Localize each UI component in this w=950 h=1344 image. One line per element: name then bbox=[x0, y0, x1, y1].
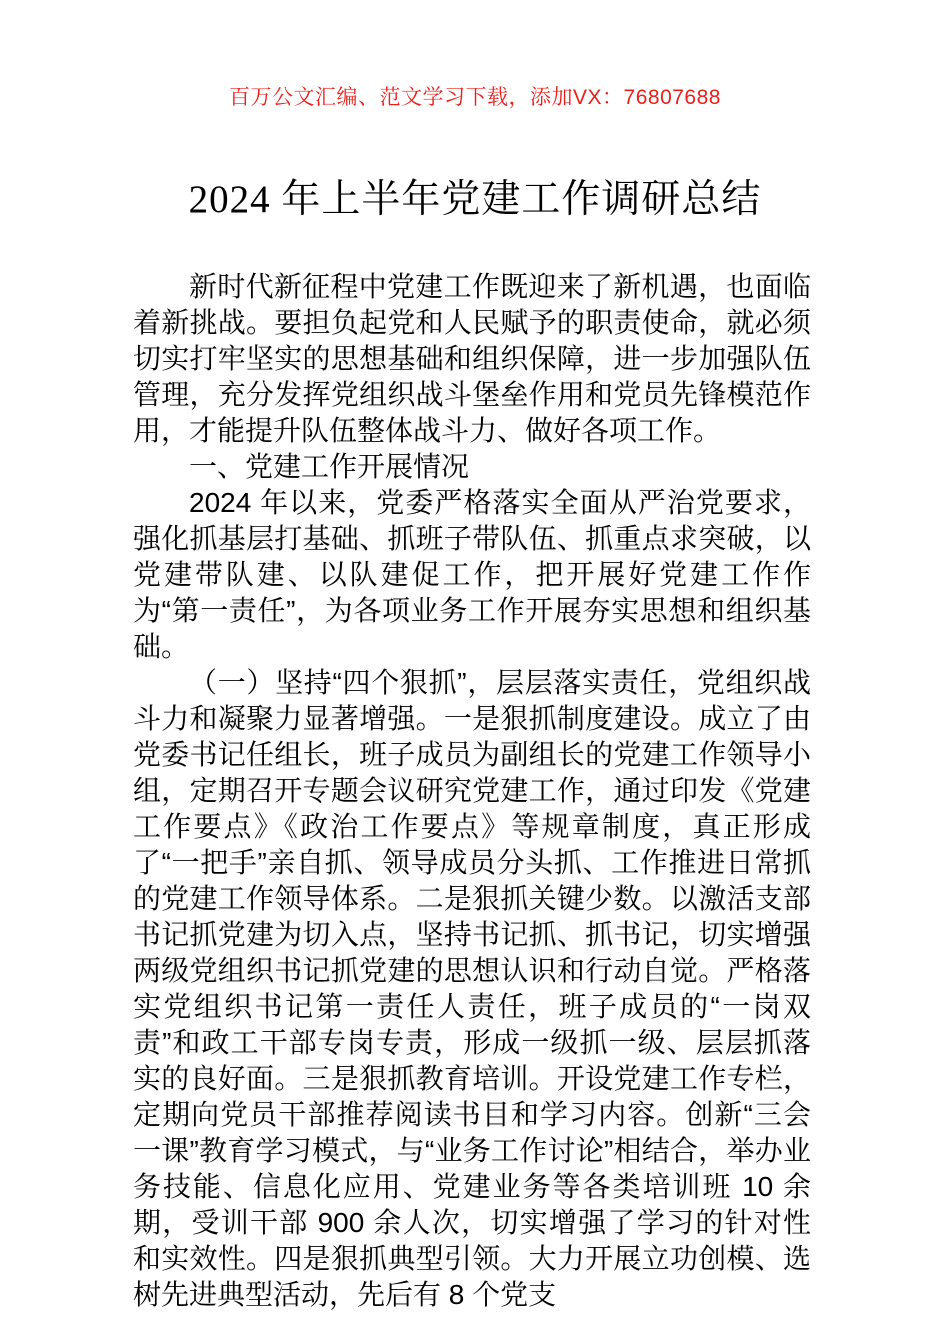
body-paragraph: 新时代新征程中党建工作既迎来了新机遇，也面临着新挑战。要担负起党和人民赋予的职责使命，就必须切实打牢坚实的思想基础和组织保障，进一步加强队伍管理，充分发挥党组织战斗堡垒作用和党员先锋模范作用，才能提升队伍整体战斗力、做好各项工作。 bbox=[133, 271, 811, 446]
body-paragraph: 2024 年以来，党委严格落实全面从严治党要求，强化抓基层打基础、抓班子带队伍、抓重点求突破，以党建带队建、以队建促工作，把开展好党建工作作为“第一责任”，为各项业务工作开展夯实思想和组织基础。 bbox=[133, 487, 811, 662]
document-body bbox=[133, 269, 811, 1313]
section-heading: 一、党建工作开展情况 bbox=[189, 451, 470, 482]
document-title: 2024 年上半年党建工作调研总结 bbox=[188, 178, 762, 221]
promo-banner: 百万公文汇编、范文学习下载，添加VX：76807688 bbox=[229, 86, 721, 109]
body-paragraph: （一）坚持“四个狠抓”，层层落实责任，党组织战斗力和凝聚力显著增强。一是狠抓制度建设。成立了由党委书记任组长，班子成员为副组长的党建工作领导小组，定期召开专题会议研究党建工作，通过印发《党建工作要点》《政治工作要点》等规章制度，真正形成了“一把手”亲自抓、领导成员分头抓、工作推进日常抓的党建工作领导体系。二是狠抓关键少数。以激活支部书记抓党建为切入点，坚持书记抓、抓书记，切实增强两级党组织书记抓党建的思想认识和行动自觉。严格落实党组织书记第一责任人责任，班子成员的“一岗双责”和政工干部专岗专责，形成一级抓一级、层层抓落实的良好面。三是狠抓教育培训。开设党建工作专栏，定期向党员干部推荐阅读书目和学习内容。创新“三会一课”教育学习模式，与“业务工作讨论”相结合，举办业务技能、信息化应用、党建业务等各类培训班 10 余期，受训干部 900 余人次，切实增强了学习的针对性和实效性。四是狠抓典型引领。大力开展立功创模、选树先进典型活动，先后有 8 个党支 bbox=[133, 667, 811, 1310]
